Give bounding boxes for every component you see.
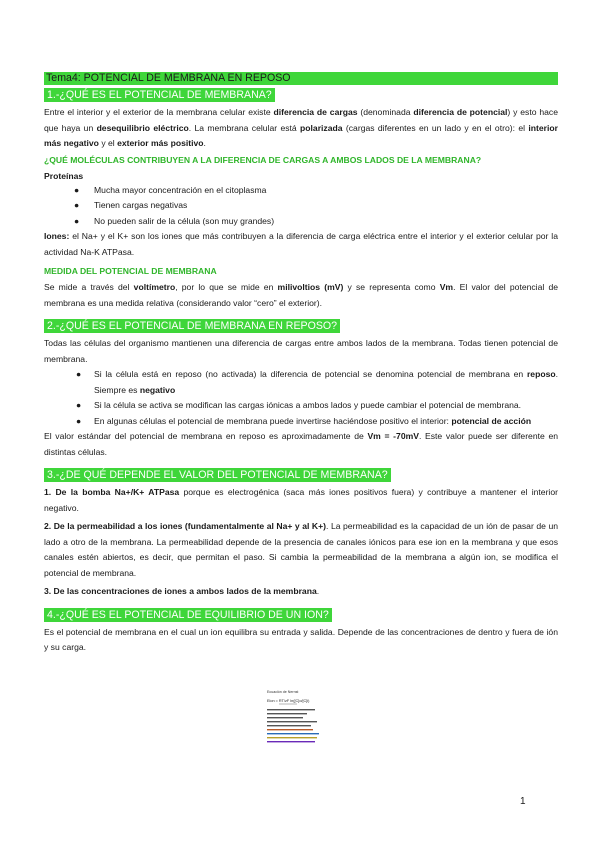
list-item: ● Mucha mayor concentración en el citoplasma (74, 184, 267, 195)
nernst-equation-image (265, 688, 335, 748)
section-4-heading: 4.-¿QUÉ ES EL POTENCIAL DE EQUILIBRIO DE UN ION? (44, 608, 332, 622)
section-1-paragraph: Entre el interior y el exterior de la membrana celular existe diferencia de cargas (denominada diferencia de potencial) y esto hace que haya un desequilibrio eléctrico. La membrana celular está polarizada (cargas diferentes en un lado y en el otro): el interior más negativo y el exterior más positivo. (44, 107, 558, 148)
dependency-item-1: 1. De la bomba Na+/K+ ATPasa porque es electrogénica (saca más iones positivos fuera) y contribuye a mantener el interior negativo. (44, 487, 558, 513)
measure-paragraph: Se mide a través del voltímetro, por lo que se mide en milivoltios (mV) y se representa como Vm. El valor del potencial de membrana es una medida relativa (considerando valor “cero” el exterior). (44, 282, 559, 308)
dependency-item-3: 3. De las concentraciones de iones a ambos lados de la membrana. (44, 586, 320, 596)
formula-legend (267, 709, 319, 742)
proteins-list (44, 183, 558, 230)
standard-value-paragraph: El valor estándar del potencial de membrana en reposo es aproximadamente de Vm = -70mV. Este valor puede ser diferente en distintas células. (44, 431, 559, 457)
molecules-question: ¿QUÉ MOLÉCULAS CONTRIBUYEN A LA DIFERENCIA DE CARGAS A AMBOS LADOS DE LA MEMBRANA? (44, 154, 482, 165)
resting-potential-list (44, 367, 558, 429)
dependency-item-2: 2. De la permeabilidad a los iones (fundamentalmente al Na+ y al K+). La permeabilidad es la capacidad de un ión de pasar de un lado a otro de la membrana. La permeabilidad depende de la presencia de canales iónicos para ese ion en la membrana y que esos canales estén abiertos, es decir, que permitan el paso. Si cambia la permeabilidad de la membrana a algún ion, se modifica el potencial de membrana. (44, 521, 558, 578)
list-item: ● Tienen cargas negativas (74, 200, 188, 210)
list-item: ● En algunas células el potencial de membrana puede invertirse haciéndose positivo el interior: potencial de acción (76, 415, 532, 426)
ions-paragraph: Iones: el Na+ y el K+ son los iones que más contribuyen a la diferencia de carga eléctrica entre el interior y el exterior celular por la actividad Na-K ATPasa. (44, 231, 558, 257)
section-2-heading: 2.-¿QUÉ ES EL POTENCIAL DE MEMBRANA EN REPOSO? (44, 319, 340, 333)
document-page (44, 72, 558, 656)
list-item: ● Si la célula está en reposo (no activada) la diferencia de potencial se denomina potencial de membrana en reposo. Siempre es negativo (76, 369, 558, 395)
list-item: ● Si la célula se activa se modifican las cargas iónicas a ambos lados y puede cambiar el potencial de membrana. (76, 400, 522, 410)
formula-equation: Eion = RT/zF ln([C]o/[C]i) (267, 699, 310, 703)
proteins-label: Proteínas (44, 170, 84, 181)
section-2-intro: Todas las células del organismo mantienen una diferencia de cargas entre ambos lados de la membrana. Todas tienen potencial de membrana. (44, 338, 558, 364)
page-number: 1 (520, 796, 526, 807)
measure-heading: MEDIDA DEL POTENCIAL DE MEMBRANA (44, 266, 217, 276)
document-title: Tema4: POTENCIAL DE MEMBRANA EN REPOSO (44, 72, 558, 85)
section-3-heading: 3.-¿DE QUÉ DEPENDE EL VALOR DEL POTENCIAL DE MEMBRANA? (44, 468, 391, 482)
section-4-paragraph: Es el potencial de membrana en el cual un ion equilibra su entrada y salida. Depende de las concentraciones de dentro y fuera de ión y su carga. (44, 626, 558, 652)
list-item: ● No pueden salir de la célula (son muy grandes) (74, 215, 275, 226)
section-1-heading: 1.-¿QUÉ ES EL POTENCIAL DE MEMBRANA? (44, 88, 275, 102)
formula-title: Ecuación de Nernst (267, 690, 299, 694)
